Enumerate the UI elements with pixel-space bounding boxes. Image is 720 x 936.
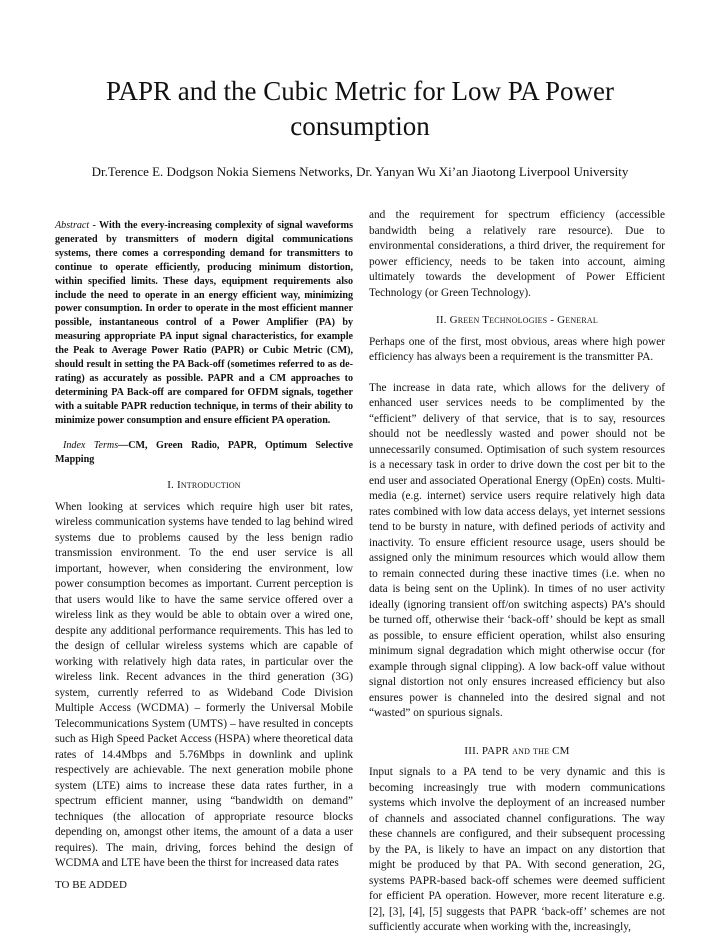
papr-cm-paragraph: Input signals to a PA tend to be very dynamic and this is becoming increasingly true with modern communications systems which involve the deployment of an increased number of channels and associated channel configurations. The way these channels are configured, and their subsequent processing by the PA, is likely to have an impact on any distortion that might be produced by that PA. With second generation, 2G, systems PAPR-based back-off schemes were deemed sufficient for efficient PA operation. However, more recent literature e.g. [2], [3], [4], [5] suggests that PAPR ‘back-off’ schemes are not sufficiently accurate when working with the, increasingly, [369,766,665,933]
abstract-text: - With the every-increasing complexity of signal waveforms generated by transmitters of modern digital communications systems, there comes a corresponding demand for transmitters to continue to operate efficiently, producing minimum distortion, within specified limits. These days, equipment requirements also include the need to operate in an energy efficient way, minimizing power consumption. In order to operate in the most efficient manner possible, instantaneous control of a Power Amplifier (PA) by measuring appropriate PA input signal characteristics, for example the Peak to Average Power Ratio (PAPR) or Cubic Metric (CM), should result in setting the PA Back-off (sometimes referred to as de-rating) as accurately as possible. PAPR and a CM approaches to determining PA Back-off are compared for OFDM signals, together with a suitable PAPR reduction technique, in terms of their ability to minimize power consumption and ensure efficient PA operation. [55,220,353,426]
green-tech-paragraph-2: The increase in data rate, which allows for the delivery of enhanced user services needs to be complimented by the “efficient” delivery of that service, that is to say, resources should not be needlessly wasted and power should not be unnecessarily consumed. Optimisation of such system resources is a necessary task in order to drive down the cost per bit to the end user and associated Operational Energy (OpEn) costs. Multi-media (e.g. internet) service users require relatively high data rates combined with low data access delays, yet internet sessions tend to be bursty in nature, with defined periods of activity and inactivity. To ensure efficient resource usage, users should be assigned only the minimum resources which would allow them to remain connected during these inactive times (i.e. when no data is being sent on the Uplink). In times of no user activity ideally (ignoring transient off/on switching aspects) PA’s should be turned off, otherwise their ‘back-off’ should be kept as small as possible, to ensure efficient operation, whilst also ensuring minimum signal degradation which might otherwise occur (for example through signal clipping). A low back-off value without signal distortion not only ensures increased efficiency but also ensures power is channeled into the desired signal and not “wasted” on spurious signals. [369,381,665,719]
index-terms-text: —CM, Green Radio, PAPR, Optimum Selective Mapping [55,439,353,465]
section-heading-green-technologies: II. Green Technologies - General [436,314,598,326]
index-terms [55,439,353,467]
footer-note: TO BE ADDED [55,879,127,891]
abstract [55,219,353,428]
section-heading-introduction: I. Introduction [167,479,241,492]
paper-authors: Dr.Terence E. Dodgson Nokia Siemens Networks, Dr. Yanyan Wu Xi’an Jiaotong Liverpool University [91,164,629,179]
paper-title: PAPR and the Cubic Metric for Low PA Power consumption [105,76,614,141]
introduction-continuation: and the requirement for spectrum efficiency (accessible bandwidth being a relatively rare resource). Due to environmental considerations, a third driver, the requirement for power efficiency, needs to be taken into account, aiming ultimately towards the development of Power Efficient Technology (or Green Technology). [369,209,665,299]
green-tech-paragraph-1: Perhaps one of the first, most obvious, areas where high power efficiency has always been a requirement is the transmitter PA. [369,335,665,363]
introduction-paragraph: When looking at services which require high user bit rates, wireless communication systems have tended to lag behind wired systems due to problems caused by the less benign radio transmission environment. To the end user service is all important, however, when considering the environment, low power consumption becomes as important. Current perception is that users would like to have the same service offered over a wireless link as they would be able to obtain over a wired one, despite any additional performance requirements. This has led to the design of cellular wireless systems which are capable of working with relatively high data rates, in particular over the wireless link. Recent advances in the third generation (3G) system, currently referred to as Wideband Code Division Multiple Access (WCDMA) – formerly the Universal Mobile Telecommunications System (UMTS) – have resulted in concepts such as High Speed Packet Access (HSPA) where theoretical data rates of 14.4Mbps and 5.76Mbps in downlink and uplink respectively are achievable. The next generation mobile phone system (LTE) aims to increase these data rates further, in a spectrum efficient manner, using “bandwidth on demand” techniques (the allocation of appropriate resource blocks depending on, amongst other items, the amount of a data a user requires). The main, driving, forces behind the design of WCDMA and LTE have been the thirst for increased data rates [55,500,353,870]
section-heading-papr-cm: III. PAPR and the CM [464,744,570,757]
index-terms-label: Index Terms [63,439,119,451]
abstract-label: Abstract [55,220,90,231]
right-column [369,208,665,936]
left-column [55,219,353,872]
